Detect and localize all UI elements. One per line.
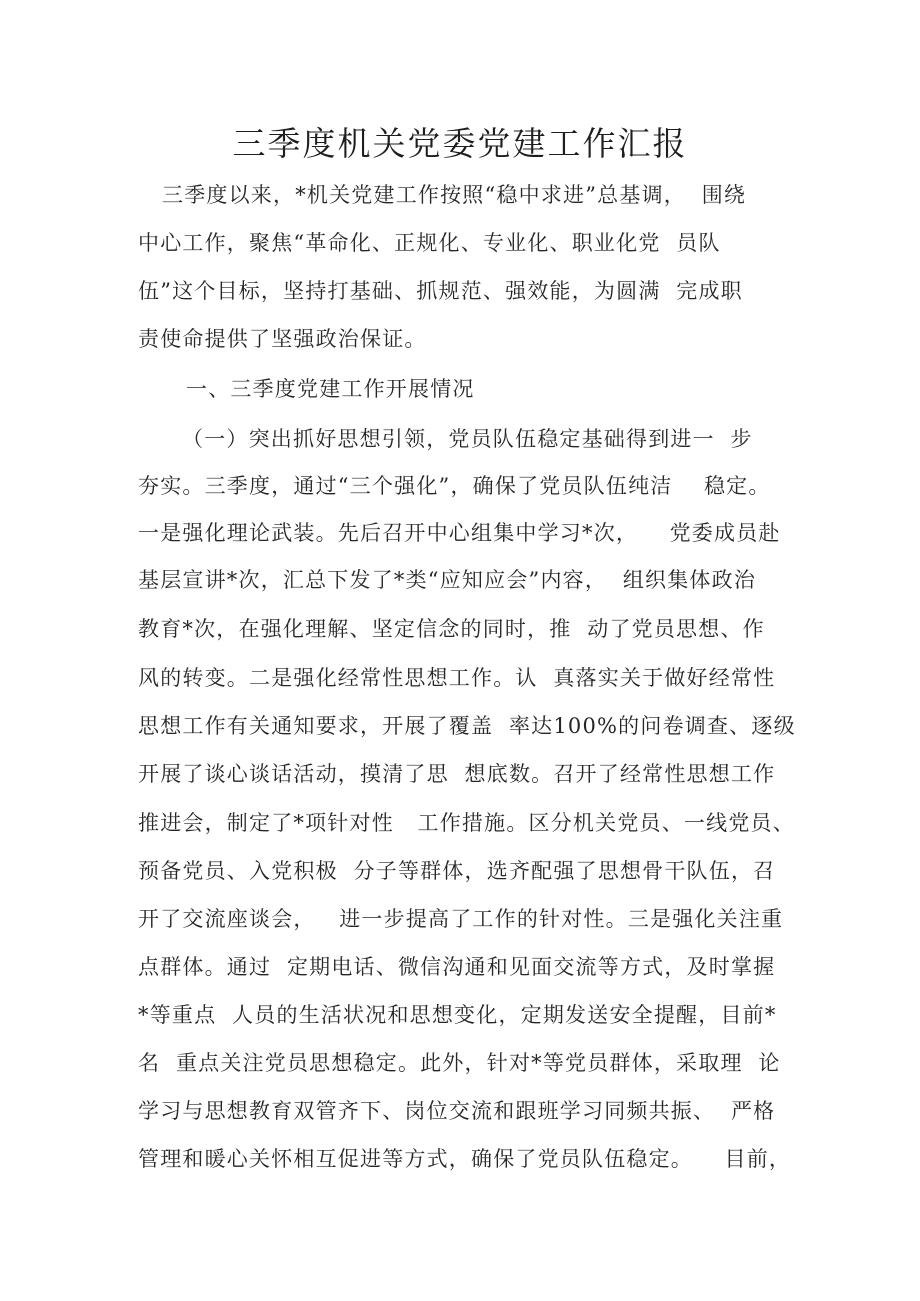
body-line: 学习与思想教育双管齐下、岗位交流和跟班学习同频共振、 严格 (138, 1099, 776, 1123)
intro-line: 三季度以来，*机关党建工作按照“稳中求进”总基调， 围绕 (162, 183, 747, 207)
body-line: 开了交流座谈会， 进一步提高了工作的针对性。三是强化关注重 (138, 907, 784, 931)
body-line: 点群体。通过 定期电话、微信沟通和见面交流等方式，及时掌握 (138, 955, 776, 979)
body-line: 名 重点关注党员思想稳定。此外，针对*等党员群体，采取理 论 (138, 1051, 781, 1075)
body-line: 基层宣讲*次，汇总下发了*类“应知应会”内容， 组织集体政治 (138, 568, 757, 592)
body-line: 预备党员、入党积极 分子等群体，选齐配强了思想骨干队伍，召 (138, 859, 776, 883)
intro-line: 责使命提供了坚强政治保证。 (138, 327, 427, 351)
body-line: 开展了谈心谈话活动，摸清了思 想底数。召开了经常性思想工作 (138, 762, 776, 786)
body-line: 教育*次，在强化理解、坚定信念的同时，推 动了党员思想、作 (138, 617, 765, 641)
body-line: *等重点 人员的生活状况和思想变化，定期发送安全提醒，目前* (138, 1003, 777, 1027)
intro-line: 中心工作，聚焦“革命化、正规化、专业化、职业化党 员队 (138, 231, 721, 255)
section-heading: 一、三季度党建工作开展情况 (186, 377, 475, 401)
body-line: 管理和暖心关怀相互促进等方式，确保了党员队伍稳定。 目前， (138, 1147, 792, 1171)
body-line: （一）突出抓好思想引领，党员队伍稳定基础得到进一 步 (182, 427, 753, 451)
body-line: 风的转变。二是强化经常性思想工作。认 真落实关于做好经常性 (138, 666, 776, 690)
body-line: 思想工作有关通知要求，开展了覆盖 率达100%的问卷调查、逐级 (138, 714, 796, 738)
document-title: 三季度机关党委党建工作汇报 (232, 124, 688, 163)
body-line: 夯实。三季度，通过“三个强化”，确保了党员队伍纯洁 稳定。 (138, 474, 771, 498)
body-line: 一是强化理论武装。先后召开中心组集中学习*次， 党委成员赴 (138, 521, 781, 545)
body-line: 推进会，制定了*项针对性 工作措施。区分机关党员、一线党员、 (138, 811, 795, 835)
intro-line: 伍”这个目标，坚持打基础、抓规范、强效能，为圆满 完成职 (138, 279, 743, 303)
